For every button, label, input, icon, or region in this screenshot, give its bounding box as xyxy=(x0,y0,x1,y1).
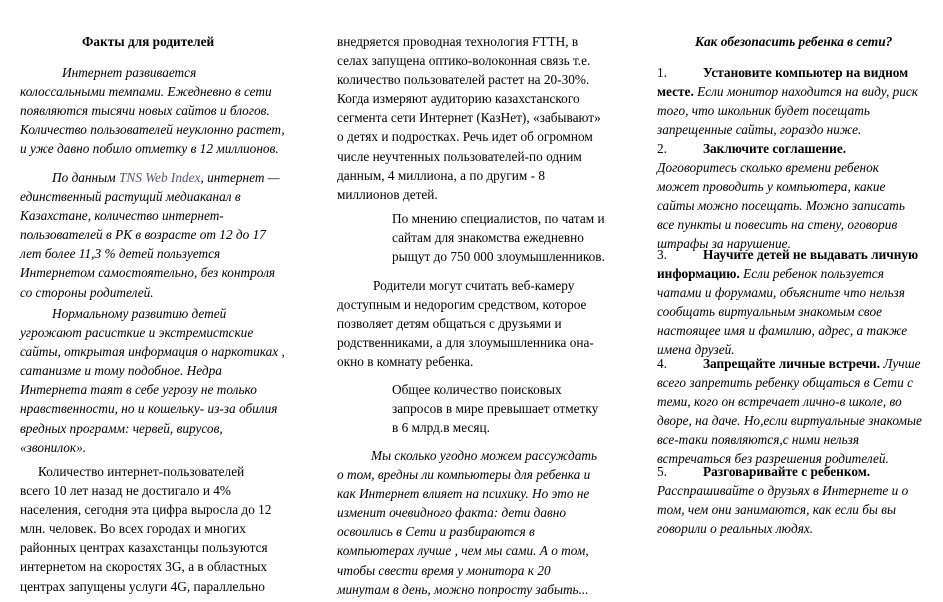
tip-item-4: 4. Запрещайте личные встречи. Лучше всего запретить ребенку общаться в Сети с теми, кого он встречает лично-в школе, во дворе, на даче. Но,если виртуальные знакомые все-таки появляются,с ними нельзя встречаться без разрешения родителей. xyxy=(657,356,922,467)
paragraph-ftth: внедряется проводная технология FTTH, в селах запущена оптико-волоконная связь т.е. количество пользователей растет на 20-30%. Когда измеряют аудиторию казахстанского сегмента сети Интернет (КазНет), «забывают» о детях и подростках. Речь идет об огромном числе неучтенных пользователей-по одним данным, 4 миллиона, а по другим - 8 миллионов детей. xyxy=(337,34,601,202)
tip-item-5: 5. Разговаривайте с ребенком. Расспрашивайте о друзьях в Интернете и о том, чем они занимаются, как если бы вы говорили о реальных людях. xyxy=(657,464,909,537)
tip-item-1: 1. Установите компьютер на видном месте. Если монитор находится на виду, риск того, что школьник будет посещать запрещенные сайты, гораздо ниже. xyxy=(657,65,919,138)
paragraph-conclusion: Мы сколько угодно можем рассуждать о том, вредны ли компьютеры для ребенка и как Интернет влияет на психику. Но это не изменит очевидного факта: дети давно освоились в Сети и разбираются в компьютерах лучше , чем мы сами. А о том, чтобы свести время у монитора к 20 минутам в день, можно попросту забыть... xyxy=(337,448,598,597)
paragraph-internet-growth: Интернет развивается колоссальными темпами. Ежедневно в сети появляются тысячи новых сайтов и блогов. Количество пользователей неуклонно растет, и уже давно побило отметку в 12 миллионов. xyxy=(20,65,285,157)
section-title-facts: Факты для родителей xyxy=(82,34,215,49)
section-title-safety: Как обезопасить ребенка в сети? xyxy=(695,34,893,49)
tns-web-index-text: TNS Web Index xyxy=(118,170,201,185)
tip-item-3: 3. Научите детей не выдавать личную информацию. Если ребенок пользуется чатами и форумами, объясните что нельзя сообщать виртуальным знакомым свое настоящее имя и фамилию, адрес, а также имена друзей. xyxy=(657,247,919,358)
paragraph-threats: Нормальному развитию детей угрожают расисткие и экстремистские сайты, открытая информация о наркотиках , сатанизме и тому подобное. Недра Интернета таят в себе угрозу не только нравственности, но и кошельку- из-за обилия вредных программ: червей, вирусов, «звонилок». xyxy=(20,306,285,455)
paragraph-search-queries: Общее количество поисковых запросов в мире превышает отметку в 6 млрд.в месяц. xyxy=(392,382,599,436)
paragraph-user-count: Количество интернет-пользователей всего 10 лет назад не достигало и 4% населения, сегодня эта цифра выросла до 12 млн. человек. Во всех городах и многих районных центрах казахстанцы пользуются интернетом на скоростях 3G, а в областных центрах запущены услуги 4G, параллельно xyxy=(20,464,272,594)
paragraph-tns-web-index: По данным TNS Web Index, интернет — единственный растущий медиаканал в Казахстане, количество интернет- пользователей в РК в возрасте от 12 до 17 лет более 11,3 % детей пользуется Интернетом самостоятельно, без контроля со стороны родителей. xyxy=(20,170,280,300)
paragraph-specialists: По мнению специалистов, по чатам и сайтам для знакомства ежедневно рыщут до 750 000 злоумышленников. xyxy=(392,211,605,265)
paragraph-webcam: Родители могут считать веб-камеру доступным и недорогим средством, которое позволяет детям общаться с друзьями и родственниками, а для злоумышленника она- окно в комнату ребенка. xyxy=(337,278,594,370)
tip-item-2: 2. Заключите соглашение. Договоритесь сколько времени ребенок может проводить у компьютера, какие сайты можно посещать. Можно записать все пункты и повесить на стену, оговорив штрафы за нарушение. xyxy=(657,141,905,252)
